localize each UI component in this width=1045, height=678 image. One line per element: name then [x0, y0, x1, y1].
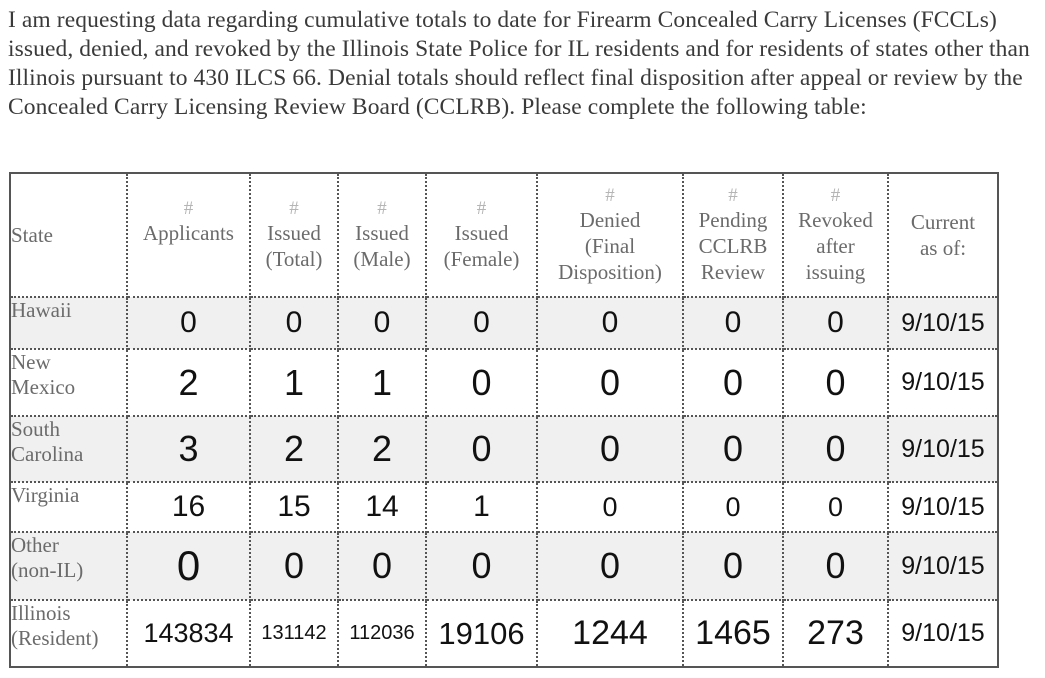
issued-total-cell: 0: [250, 297, 338, 349]
applicants-cell: 3: [127, 416, 250, 482]
pending-cell: 0: [683, 532, 783, 600]
current-date-cell: 9/10/15: [888, 297, 998, 349]
current-date-cell: 9/10/15: [888, 482, 998, 532]
issued-total-cell: 0: [250, 532, 338, 600]
header-current: Current as of:: [888, 173, 998, 297]
issued-male-cell: 112036: [338, 600, 426, 667]
state-cell: Hawaii: [10, 297, 127, 349]
state-cell: Illinois (Resident): [10, 600, 127, 667]
fccl-table: [9, 172, 999, 668]
header-issued-total: # Issued (Total): [250, 173, 338, 297]
current-date-cell: 9/10/15: [888, 416, 998, 482]
issued-male-cell: 14: [338, 482, 426, 532]
issued-male-cell: 1: [338, 349, 426, 416]
issued-total-cell: 15: [250, 482, 338, 532]
state-cell: Other (non-IL): [10, 532, 127, 600]
issued-male-cell: 0: [338, 297, 426, 349]
header-revoked: # Revoked after issuing: [783, 173, 888, 297]
applicants-cell: 16: [127, 482, 250, 532]
table-row: [10, 600, 998, 667]
denied-cell: 0: [537, 416, 683, 482]
issued-male-cell: 2: [338, 416, 426, 482]
pending-cell: 0: [683, 482, 783, 532]
request-text: I am requesting data regarding cumulative totals to date for Firearm Concealed Carry Licenses (FCCLs) issued, denied, and revoked by the Illinois State Police for IL residents and for residents of states other than Illinois pursuant to 430 ILCS 66. Denial totals should reflect final disposition after appeal or review by the Concealed Carry Licensing Review Board (CCLRB). Please complete the following table:: [8, 7, 1030, 120]
issued-female-cell: 1: [426, 482, 537, 532]
header-denied: # Denied (Final Disposition): [537, 173, 683, 297]
issued-female-cell: 0: [426, 532, 537, 600]
table-row: [10, 532, 998, 600]
applicants-cell: 143834: [127, 600, 250, 667]
denied-cell: 0: [537, 482, 683, 532]
revoked-cell: 273: [783, 600, 888, 667]
issued-female-cell: 19106: [426, 600, 537, 667]
header-issued-male: # Issued (Male): [338, 173, 426, 297]
header-issued-female: # Issued (Female): [426, 173, 537, 297]
issued-female-cell: 0: [426, 416, 537, 482]
denied-cell: 1244: [537, 600, 683, 667]
table-row: [10, 297, 998, 349]
table-header-row: [10, 173, 998, 297]
header-state: State: [10, 173, 127, 297]
issued-total-cell: 1: [250, 349, 338, 416]
revoked-cell: 0: [783, 349, 888, 416]
denied-cell: 0: [537, 349, 683, 416]
pending-cell: 1465: [683, 600, 783, 667]
header-applicants: # Applicants: [127, 173, 250, 297]
table-row: [10, 349, 998, 416]
table-row: [10, 416, 998, 482]
applicants-cell: 0: [127, 532, 250, 600]
issued-total-cell: 2: [250, 416, 338, 482]
applicants-cell: 2: [127, 349, 250, 416]
denied-cell: 0: [537, 532, 683, 600]
state-cell: New Mexico: [10, 349, 127, 416]
revoked-cell: 0: [783, 532, 888, 600]
applicants-cell: 0: [127, 297, 250, 349]
issued-total-cell: 131142: [250, 600, 338, 667]
pending-cell: 0: [683, 349, 783, 416]
revoked-cell: 0: [783, 297, 888, 349]
issued-female-cell: 0: [426, 297, 537, 349]
revoked-cell: 0: [783, 416, 888, 482]
issued-male-cell: 0: [338, 532, 426, 600]
state-cell: South Carolina: [10, 416, 127, 482]
state-cell: Virginia: [10, 482, 127, 532]
pending-cell: 0: [683, 297, 783, 349]
header-pending: # Pending CCLRB Review: [683, 173, 783, 297]
pending-cell: 0: [683, 416, 783, 482]
denied-cell: 0: [537, 297, 683, 349]
current-date-cell: 9/10/15: [901, 619, 985, 647]
issued-female-cell: 0: [426, 349, 537, 416]
current-date-cell: 9/10/15: [888, 532, 998, 600]
current-date-cell: 9/10/15: [888, 349, 998, 416]
revoked-cell: 0: [783, 482, 888, 532]
table-row: [10, 482, 998, 532]
